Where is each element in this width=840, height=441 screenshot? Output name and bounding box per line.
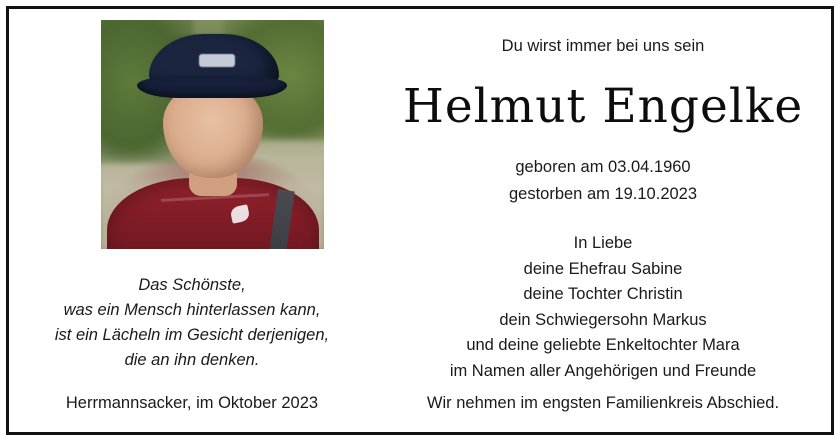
- left-column: [9, 9, 375, 432]
- verse-line-1: Das Schönste,: [138, 276, 246, 294]
- memorial-verse: [9, 273, 375, 373]
- lead-line: Du wirst immer bei uns sein: [501, 37, 705, 55]
- portrait-photo: [101, 20, 324, 249]
- photo-cap-logo: [199, 54, 235, 67]
- life-dates: [375, 154, 831, 208]
- verse-line-2: was ein Mensch hinterlassen kann,: [63, 301, 321, 319]
- right-column: [375, 9, 831, 432]
- family-block: [375, 231, 831, 384]
- birth-date-line: geboren am 03.04.1960: [515, 158, 691, 176]
- closing-line: Wir nehmen im engsten Familienkreis Abschied.: [426, 394, 780, 412]
- card-content: [9, 9, 831, 432]
- family-intro: In Liebe: [573, 234, 633, 252]
- death-date-line: gestorben am 19.10.2023: [508, 185, 698, 203]
- deceased-name: Helmut Engelke: [402, 79, 804, 134]
- photo-cap-brim: [137, 76, 287, 98]
- portrait-photo-frame: [101, 20, 324, 249]
- family-line-2: deine Tochter Christin: [523, 285, 683, 303]
- verse-line-3: ist ein Lächeln im Gesicht derjenigen,: [54, 326, 330, 344]
- verse-line-4: die an ihn denken.: [124, 351, 260, 369]
- family-line-1: deine Ehefrau Sabine: [523, 259, 683, 278]
- family-line-3: dein Schwiegersohn Markus: [499, 310, 707, 329]
- family-line-5: im Namen aller Angehörigen und Freunde: [449, 361, 757, 380]
- family-line-4: und deine geliebte Enkeltochter Mara: [466, 336, 740, 354]
- place-and-date: Herrmannsacker, im Oktober 2023: [65, 394, 319, 412]
